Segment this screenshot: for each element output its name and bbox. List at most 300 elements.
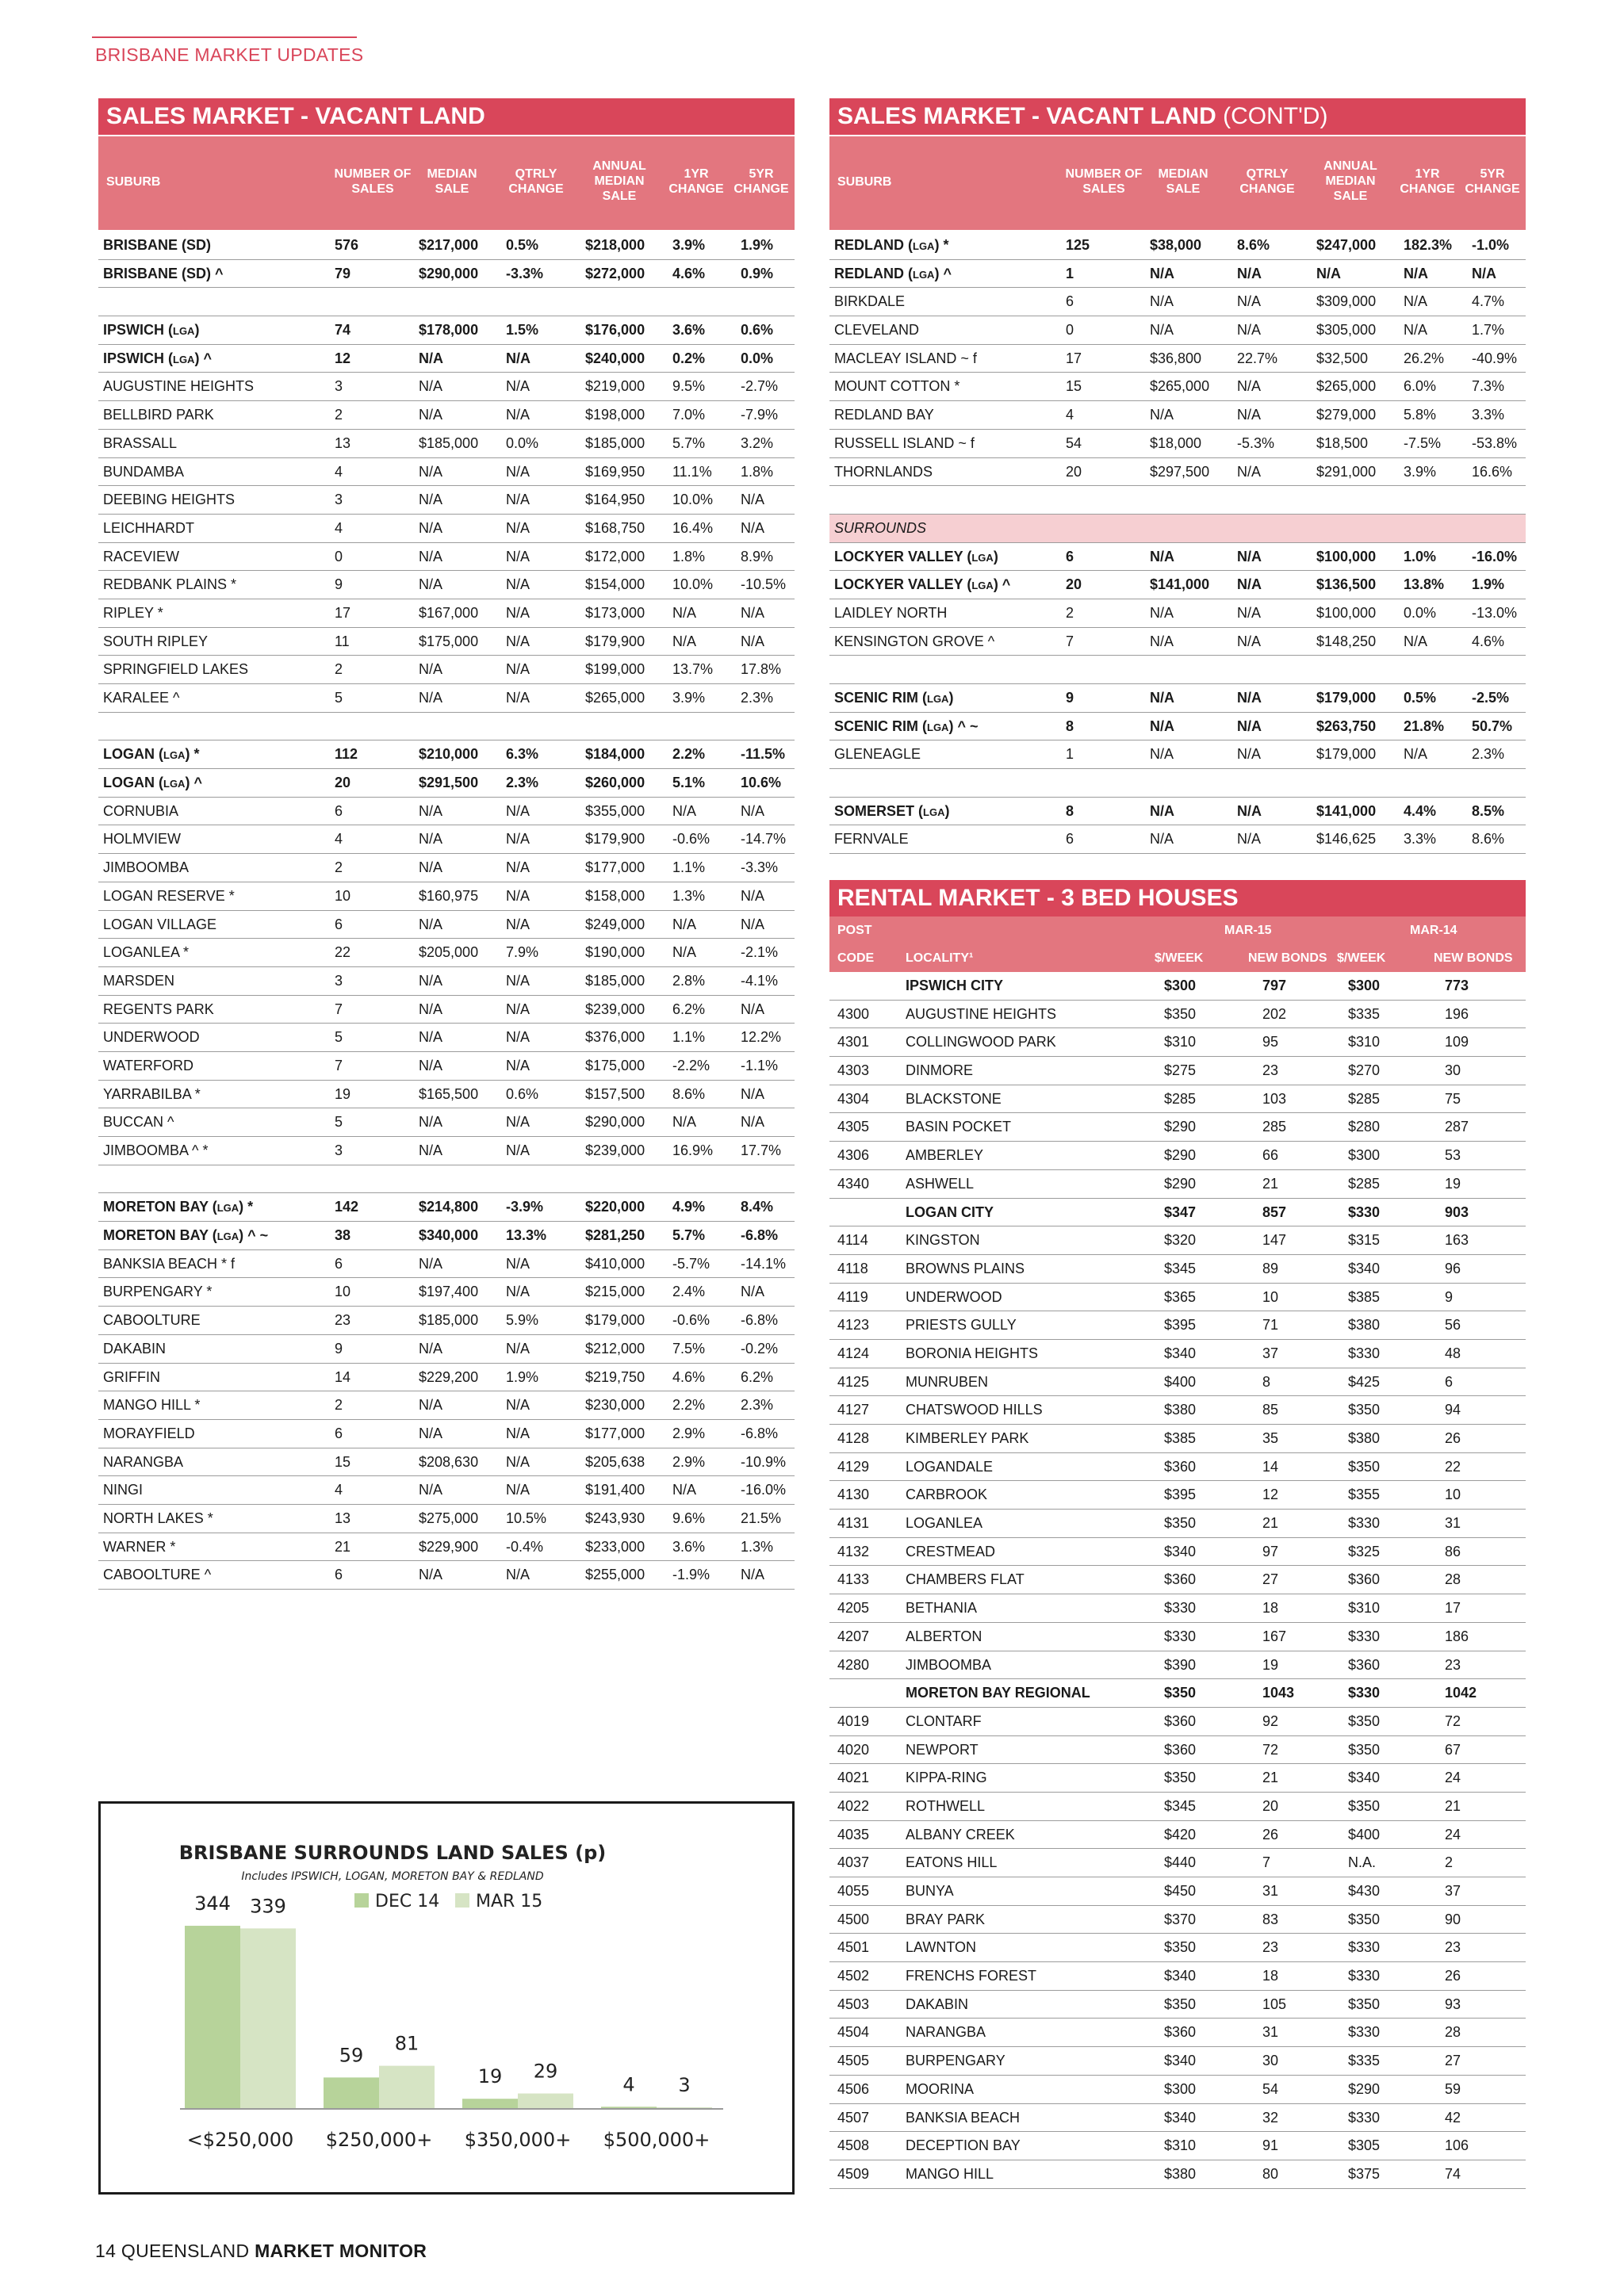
- median-sale: $141,000: [1150, 576, 1210, 593]
- post-code: 4037: [837, 1854, 870, 1871]
- annual-median-sale: $32,500: [1316, 350, 1369, 366]
- median-sale: N/A: [1150, 604, 1174, 621]
- number-of-sales: 20: [1066, 576, 1082, 593]
- 5yr-change: 0.0%: [741, 350, 774, 366]
- median-sale: $160,975: [419, 887, 479, 904]
- lga-tag: LGA: [216, 1230, 239, 1243]
- table-row: [98, 515, 795, 543]
- week-mar14: $385: [1348, 1288, 1381, 1305]
- qtrly-change: N/A: [1237, 378, 1262, 395]
- locality: NARANGBA: [906, 2024, 986, 2041]
- qtrly-change: N/A: [1237, 407, 1262, 423]
- week-mar14: $300: [1348, 978, 1381, 993]
- median-sale: N/A: [419, 378, 443, 395]
- median-sale: N/A: [419, 463, 443, 480]
- bonds-mar15: 97: [1262, 1543, 1279, 1559]
- week-mar14: $350: [1348, 1402, 1381, 1418]
- bonds-mar14: 106: [1445, 2137, 1469, 2154]
- table-row: [829, 825, 1526, 854]
- suburb-name: NORTH LAKES *: [103, 1510, 213, 1526]
- bonds-mar15: 14: [1262, 1458, 1279, 1475]
- post-code: 4130: [837, 1487, 870, 1503]
- 5yr-change: -6.8%: [741, 1312, 779, 1329]
- table-row: [829, 740, 1526, 769]
- 1yr-change: N/A: [672, 802, 697, 819]
- rental-row: [829, 2076, 1526, 2104]
- 1yr-change: 2.2%: [672, 746, 706, 763]
- suburb-name: CABOOLTURE ^: [103, 1567, 212, 1583]
- bonds-mar14: 37: [1445, 1883, 1461, 1899]
- left-table-title: [98, 98, 795, 135]
- locality: BRAY PARK: [906, 1911, 986, 1927]
- locality: CHATSWOOD HILLS: [906, 1402, 1043, 1418]
- number-of-sales: 17: [1066, 350, 1082, 366]
- suburb-name: MORETON BAY (LGA) ^ ~: [103, 1227, 269, 1244]
- number-of-sales: 79: [335, 265, 351, 281]
- median-sale: N/A: [419, 407, 443, 423]
- week-mar15: $450: [1164, 1883, 1197, 1899]
- median-sale: N/A: [419, 1142, 443, 1158]
- median-sale: $265,000: [1150, 378, 1210, 395]
- 1yr-change: 1.8%: [672, 548, 706, 564]
- number-of-sales: 6: [335, 916, 343, 932]
- week-mar14: $430: [1348, 1883, 1381, 1899]
- number-of-sales: 6: [1066, 548, 1074, 564]
- 5yr-change: -6.8%: [741, 1425, 779, 1441]
- suburb-name: KENSINGTON GROVE ^: [834, 633, 995, 649]
- 1yr-change: 2.8%: [672, 972, 706, 989]
- qtrly-change: N/A: [506, 831, 530, 848]
- annual-median-sale: $100,000: [1316, 604, 1377, 621]
- right-table-header: [829, 136, 1526, 230]
- 5yr-change: -2.5%: [1472, 690, 1510, 706]
- post-code: 4131: [837, 1515, 870, 1532]
- bonds-mar15: 18: [1262, 1600, 1279, 1617]
- suburb-name: BANKSIA BEACH * f: [103, 1255, 236, 1272]
- bonds-mar14: 163: [1445, 1232, 1469, 1249]
- 1yr-change: 4.4%: [1404, 802, 1437, 819]
- 1yr-change: N/A: [1404, 746, 1428, 763]
- bonds-mar15: 23: [1262, 1062, 1279, 1079]
- week-mar15: $345: [1164, 1260, 1197, 1276]
- 5yr-change: -2.1%: [741, 944, 779, 961]
- week-mar14: $340: [1348, 1770, 1381, 1786]
- week-mar15: $350: [1164, 1939, 1197, 1956]
- table-row: [98, 1476, 795, 1505]
- bar-value-label: 19: [477, 2065, 503, 2088]
- median-sale: N/A: [419, 1482, 443, 1498]
- 5yr-change: -14.1%: [741, 1255, 787, 1272]
- qtrly-change: -5.3%: [1237, 434, 1275, 451]
- bonds-mar14: 9: [1445, 1288, 1454, 1305]
- locality: BLACKSTONE: [906, 1090, 1002, 1107]
- bonds-mar14: 30: [1445, 1062, 1461, 1079]
- number-of-sales: 10: [335, 887, 351, 904]
- 1yr-change: 3.6%: [672, 1538, 706, 1555]
- number-of-sales: 0: [335, 548, 343, 564]
- suburb-name: REDLAND (LGA) *: [834, 237, 949, 253]
- bonds-mar14: 93: [1445, 1996, 1461, 2012]
- annual-median-sale: $173,000: [585, 604, 645, 621]
- col-median-sale: MEDIAN SALE: [427, 167, 477, 196]
- table-row: [98, 1335, 795, 1364]
- rental-row: [829, 1736, 1526, 1765]
- bonds-mar15: 31: [1262, 1883, 1279, 1899]
- qtrly-change: N/A: [506, 1567, 530, 1583]
- table-row: [98, 1250, 795, 1279]
- suburb-name: AUGUSTINE HEIGHTS: [103, 378, 255, 395]
- post-code: 4306: [837, 1147, 870, 1164]
- annual-median-sale: $265,000: [585, 690, 645, 706]
- post-code: 4280: [837, 1656, 870, 1673]
- page-footer: [95, 2241, 427, 2262]
- bar-value-label: 59: [339, 2044, 364, 2067]
- suburb-name: REGENTS PARK: [103, 1001, 214, 1017]
- week-mar14: $400: [1348, 1826, 1381, 1843]
- suburb-name: BRISBANE (SD): [103, 237, 212, 253]
- qtrly-change: N/A: [506, 407, 530, 423]
- rental-row: [829, 1538, 1526, 1567]
- median-sale: N/A: [419, 802, 443, 819]
- suburb-name: BUNDAMBA: [103, 463, 185, 480]
- annual-median-sale: $281,250: [585, 1227, 645, 1244]
- week-mar14: $350: [1348, 1741, 1381, 1758]
- qtrly-change: N/A: [506, 633, 530, 649]
- suburb-name: LOGAN (LGA) *: [103, 746, 200, 763]
- 5yr-change: 8.6%: [1472, 831, 1505, 848]
- col-annual-median-sale: ANNUAL MEDIAN SALE: [592, 159, 646, 203]
- locality: DINMORE: [906, 1062, 973, 1079]
- suburb-name: LEICHHARDT: [103, 519, 195, 536]
- 5yr-change: 7.3%: [1472, 378, 1505, 395]
- number-of-sales: 10: [335, 1284, 351, 1300]
- post-code: 4118: [837, 1260, 868, 1276]
- week-mar15: $395: [1164, 1317, 1197, 1334]
- table-row: [98, 854, 795, 882]
- suburb-name: KARALEE ^: [103, 690, 180, 706]
- week-mar15: $340: [1164, 1968, 1197, 1984]
- 1yr-change: N/A: [672, 633, 697, 649]
- annual-median-sale: $309,000: [1316, 293, 1377, 310]
- annual-median-sale: $218,000: [585, 237, 645, 253]
- suburb-name: JIMBOOMBA: [103, 859, 190, 876]
- 1yr-change: 21.8%: [1404, 718, 1445, 734]
- annual-median-sale: $305,000: [1316, 322, 1377, 339]
- suburb-name: CABOOLTURE: [103, 1312, 201, 1329]
- table-row: [98, 458, 795, 487]
- week-mar15: $345: [1164, 1797, 1197, 1814]
- bonds-mar14: 26: [1445, 1968, 1461, 1984]
- number-of-sales: 38: [335, 1227, 351, 1244]
- week-mar14: $380: [1348, 1430, 1381, 1446]
- 5yr-change: N/A: [741, 519, 765, 536]
- number-of-sales: 2: [335, 859, 343, 876]
- locality: ALBERTON: [906, 1628, 982, 1644]
- post-code: 4055: [837, 1883, 870, 1899]
- number-of-sales: 54: [1066, 434, 1082, 451]
- land-sales-chart: [98, 1801, 795, 2195]
- number-of-sales: 7: [335, 1057, 343, 1073]
- suburb-name: YARRABILBA *: [103, 1085, 201, 1102]
- qtrly-change: N/A: [1237, 746, 1262, 763]
- number-of-sales: 6: [335, 802, 343, 819]
- annual-median-sale: $279,000: [1316, 407, 1377, 423]
- 5yr-change: 2.3%: [741, 690, 774, 706]
- locality: NEWPORT: [906, 1741, 979, 1758]
- 5yr-change: 17.7%: [741, 1142, 782, 1158]
- annual-median-sale: $240,000: [585, 350, 645, 366]
- week-mar15: $340: [1164, 1543, 1197, 1559]
- number-of-sales: 9: [335, 576, 343, 593]
- rental-table-body: [829, 972, 1526, 2189]
- qtrly-change: N/A: [506, 463, 530, 480]
- qtrly-change: 1.5%: [506, 322, 539, 339]
- 1yr-change: -7.5%: [1404, 434, 1442, 451]
- suburb-name: THORNLANDS: [834, 463, 933, 480]
- median-sale: $229,900: [419, 1538, 479, 1555]
- qtrly-change: N/A: [506, 604, 530, 621]
- rental-row: [829, 1085, 1526, 1114]
- 5yr-change: 1.7%: [1472, 322, 1505, 339]
- annual-median-sale: $179,900: [585, 831, 645, 848]
- post-code: 4021: [837, 1770, 870, 1786]
- rental-row: [829, 972, 1526, 1001]
- 5yr-change: -14.7%: [741, 831, 787, 848]
- x-tick-label: $250,000+: [325, 2129, 433, 2151]
- bonds-mar15: 18: [1262, 1968, 1279, 1984]
- week-mar14: $330: [1348, 1968, 1381, 1984]
- week-mar15: $380: [1164, 1402, 1197, 1418]
- 5yr-change: 8.9%: [741, 548, 774, 564]
- median-sale: N/A: [419, 690, 443, 706]
- locality: EATONS HILL: [906, 1854, 998, 1871]
- 5yr-change: 6.2%: [741, 1368, 774, 1385]
- suburb-name: LOCKYER VALLEY (LGA) ^: [834, 576, 1011, 593]
- bonds-mar14: 74: [1445, 2165, 1461, 2182]
- table-row: [98, 740, 795, 769]
- number-of-sales: 6: [335, 1425, 343, 1441]
- locality: DAKABIN: [906, 1996, 969, 2012]
- number-of-sales: 17: [335, 604, 351, 621]
- suburb-name: LOGANLEA *: [103, 944, 190, 961]
- bonds-mar15: 31: [1262, 2024, 1279, 2041]
- week-mar15: $310: [1164, 1034, 1197, 1050]
- qtrly-change: N/A: [1237, 322, 1262, 339]
- suburb-name: DEEBING HEIGHTS: [103, 492, 236, 508]
- annual-median-sale: $148,250: [1316, 633, 1377, 649]
- 5yr-change: N/A: [1472, 265, 1496, 281]
- median-sale: $18,000: [1150, 434, 1202, 451]
- qtrly-change: N/A: [506, 916, 530, 932]
- week-mar14: $300: [1348, 1147, 1381, 1164]
- page-header: BRISBANE MARKET UPDATES: [95, 44, 364, 65]
- footer-brand: MARKET MONITOR: [255, 2241, 427, 2261]
- qtrly-change: N/A: [506, 802, 530, 819]
- suburb-name: LOGAN VILLAGE: [103, 916, 217, 932]
- bonds-mar15: 95: [1262, 1034, 1279, 1050]
- qtrly-change: 10.5%: [506, 1510, 547, 1526]
- locality: LOGANLEA: [906, 1515, 983, 1532]
- suburb-name: NINGI: [103, 1482, 144, 1498]
- suburb-name: SCENIC RIM (LGA): [834, 690, 954, 706]
- 1yr-change: -5.7%: [672, 1255, 710, 1272]
- lga-tag: LGA: [913, 268, 935, 281]
- left-table-header: [98, 136, 795, 230]
- bonds-mar15: 797: [1262, 978, 1287, 993]
- number-of-sales: 9: [335, 1340, 343, 1357]
- qtrly-change: -3.3%: [506, 265, 544, 281]
- 5yr-change: N/A: [741, 1114, 765, 1131]
- number-of-sales: 3: [335, 378, 343, 395]
- qtrly-change: N/A: [506, 1001, 530, 1017]
- qtrly-change: N/A: [1237, 548, 1262, 564]
- rental-row: [829, 1849, 1526, 1877]
- annual-median-sale: $410,000: [585, 1255, 645, 1272]
- 5yr-change: N/A: [741, 1085, 765, 1102]
- 5yr-change: 12.2%: [741, 1029, 782, 1046]
- median-sale: N/A: [419, 492, 443, 508]
- left-table-body: [98, 232, 795, 1590]
- table-row: [98, 1561, 795, 1590]
- week-mar14: $335: [1348, 1005, 1381, 1022]
- median-sale: N/A: [419, 1057, 443, 1073]
- bar-value-label: 3: [678, 2073, 691, 2096]
- bonds-mar15: 20: [1262, 1797, 1279, 1814]
- section-label-row: [829, 515, 1526, 543]
- 1yr-change: 4.6%: [672, 265, 706, 281]
- week-mar15: $350: [1164, 1005, 1197, 1022]
- bar-mar-15: [240, 1928, 296, 2109]
- legend-swatch: [455, 1893, 469, 1908]
- week-mar15: $385: [1164, 1430, 1197, 1446]
- suburb-name: MACLEAY ISLAND ~ f: [834, 350, 977, 366]
- bonds-mar14: 22: [1445, 1458, 1461, 1475]
- number-of-sales: 2: [335, 407, 343, 423]
- number-of-sales: 22: [335, 944, 351, 961]
- week-mar14: $270: [1348, 1062, 1381, 1079]
- annual-median-sale: $255,000: [585, 1567, 645, 1583]
- table-row: [98, 486, 795, 515]
- number-of-sales: 5: [335, 1114, 343, 1131]
- 1yr-change: 10.0%: [672, 576, 714, 593]
- locality: LAWNTON: [906, 1939, 977, 1956]
- bonds-mar14: 86: [1445, 1543, 1461, 1559]
- 5yr-change: 17.8%: [741, 661, 782, 678]
- locality: LOGANDALE: [906, 1458, 994, 1475]
- col-post: POST: [837, 924, 872, 937]
- week-mar14: $330: [1348, 1628, 1381, 1644]
- table-row: [98, 260, 795, 289]
- bonds-mar14: 48: [1445, 1345, 1461, 1361]
- qtrly-change: 13.3%: [506, 1227, 547, 1244]
- 1yr-change: 9.5%: [672, 378, 706, 395]
- bonds-mar14: 27: [1445, 2053, 1461, 2069]
- 1yr-change: N/A: [672, 916, 697, 932]
- number-of-sales: 12: [335, 350, 351, 366]
- bonds-mar14: 186: [1445, 1628, 1469, 1644]
- table-row: [98, 825, 795, 854]
- annual-median-sale: $198,000: [585, 407, 645, 423]
- bonds-mar15: 7: [1262, 1854, 1271, 1871]
- 1yr-change: 6.2%: [672, 1001, 706, 1017]
- bonds-mar15: 147: [1262, 1232, 1287, 1249]
- rental-row: [829, 1226, 1526, 1255]
- table-row: [829, 684, 1526, 713]
- 1yr-change: 16.9%: [672, 1142, 714, 1158]
- suburb-name: GLENEAGLE: [834, 746, 921, 763]
- week-mar14: $360: [1348, 1656, 1381, 1673]
- locality: ALBANY CREEK: [906, 1826, 1015, 1843]
- bonds-mar15: 66: [1262, 1147, 1279, 1164]
- 1yr-change: 10.0%: [672, 492, 714, 508]
- qtrly-change: 7.9%: [506, 944, 539, 961]
- rental-row: [829, 1934, 1526, 1962]
- qtrly-change: N/A: [506, 1057, 530, 1073]
- number-of-sales: 21: [335, 1538, 351, 1555]
- 1yr-change: 16.4%: [672, 519, 714, 536]
- 1yr-change: 5.8%: [1404, 407, 1437, 423]
- bonds-mar14: 26: [1445, 1430, 1461, 1446]
- median-sale: $208,630: [419, 1453, 479, 1470]
- week-mar15: $290: [1164, 1147, 1197, 1164]
- bar-dec-14: [462, 2099, 518, 2109]
- col-5yr-change: 5YR CHANGE: [733, 167, 789, 196]
- table-row: [98, 911, 795, 939]
- rental-row: [829, 1623, 1526, 1651]
- legend-label: MAR 15: [476, 1892, 543, 1911]
- 5yr-change: -16.0%: [1472, 548, 1518, 564]
- post-code: 4019: [837, 1712, 870, 1729]
- suburb-name: WATERFORD: [103, 1057, 193, 1073]
- 5yr-change: -6.8%: [741, 1227, 779, 1244]
- bonds-mar14: 72: [1445, 1712, 1461, 1729]
- bar-dec-14: [324, 2077, 379, 2109]
- locality: JIMBOOMBA: [906, 1656, 992, 1673]
- median-sale: N/A: [419, 519, 443, 536]
- suburb-name: IPSWICH (LGA) ^: [103, 350, 212, 366]
- 1yr-change: 5.7%: [672, 1227, 706, 1244]
- 5yr-change: N/A: [741, 916, 765, 932]
- 1yr-change: 9.6%: [672, 1510, 706, 1526]
- bonds-mar15: 105: [1262, 1996, 1287, 2012]
- suburb-name: LOCKYER VALLEY (LGA): [834, 548, 998, 564]
- 1yr-change: 2.9%: [672, 1453, 706, 1470]
- week-mar14: $375: [1348, 2165, 1381, 2182]
- number-of-sales: 74: [335, 322, 351, 339]
- locality: CLONTARF: [906, 1712, 982, 1729]
- post-code: 4119: [837, 1288, 868, 1305]
- annual-median-sale: $191,400: [585, 1482, 645, 1498]
- 5yr-change: -13.0%: [1472, 604, 1518, 621]
- qtrly-change: N/A: [1237, 831, 1262, 848]
- 1yr-change: 4.6%: [672, 1368, 706, 1385]
- table-row: [829, 430, 1526, 458]
- bar-value-label: 29: [533, 2060, 558, 2083]
- post-code: 4305: [837, 1119, 870, 1135]
- number-of-sales: 2: [335, 661, 343, 678]
- col-qtrly-change: QTRLY CHANGE: [508, 167, 564, 196]
- col-bonds-mar14: NEW BONDS: [1434, 951, 1513, 965]
- 1yr-change: 13.8%: [1404, 576, 1445, 593]
- locality: BORONIA HEIGHTS: [906, 1345, 1039, 1361]
- week-mar14: $330: [1348, 1345, 1381, 1361]
- week-mar15: $395: [1164, 1487, 1197, 1503]
- table-row: [829, 798, 1526, 826]
- rental-row: [829, 1453, 1526, 1482]
- number-of-sales: 6: [1066, 831, 1074, 848]
- week-mar14: $325: [1348, 1543, 1381, 1559]
- annual-median-sale: $185,000: [585, 972, 645, 989]
